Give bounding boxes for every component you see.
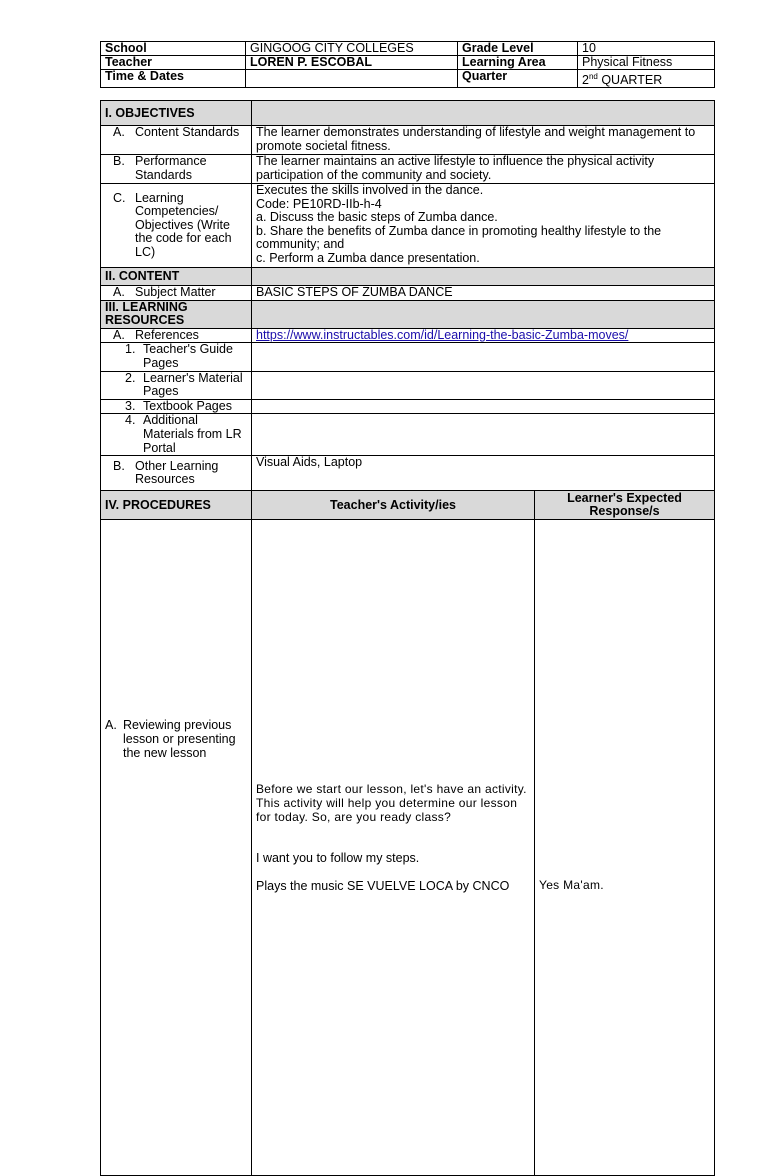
subject-matter-letter: A. <box>113 285 125 299</box>
additional-materials-label: 4. Additional Materials from LR Portal <box>101 414 252 456</box>
school-value: GINGOOG CITY COLLEGES <box>246 42 458 56</box>
competency-line: Executes the skills involved in the dance. <box>256 183 484 197</box>
objectives-heading: I. OBJECTIVES <box>101 101 252 126</box>
area-label: Learning Area <box>458 56 578 70</box>
content-heading-fill <box>252 268 715 286</box>
competency-line: Code: PE10RD-IIb-h-4 <box>256 196 382 211</box>
area-value: Physical Fitness <box>578 56 715 70</box>
quarter-rest: QUARTER <box>597 73 663 88</box>
learner-response-header: Learner's Expected Response/s <box>535 491 715 520</box>
learners-material-label: 2. Learner's Material Pages <box>101 371 252 399</box>
teacher-activity-cell <box>252 520 535 1176</box>
competency-line: c. Perform a Zumba dance presentation. <box>256 250 480 265</box>
performance-standards-label: B. Performance Standards <box>101 155 252 184</box>
lesson-plan-table <box>100 100 715 1176</box>
time-label: Time & Dates <box>101 70 246 88</box>
quarter-num: 2 <box>582 73 589 88</box>
time-value <box>246 70 458 88</box>
learning-resources-heading: III. LEARNING RESOURCES <box>101 300 252 328</box>
quarter-value <box>578 70 715 88</box>
teacher-prompt: Before we start our lesson, let's have an activity. This activity will help you determine our lesson for today. So, are you ready class? <box>256 782 527 824</box>
textbook-value <box>252 399 715 414</box>
content-standards-value: The learner demonstrates understanding of lifestyle and weight management to promote societal fitness. <box>252 126 715 155</box>
grade-label: Grade Level <box>458 42 578 56</box>
teacher-instruction: I want you to follow my steps. <box>256 851 420 866</box>
references-label: A. References <box>101 328 252 343</box>
references-value <box>252 328 715 343</box>
teacher-label: Teacher <box>101 56 246 70</box>
objectives-heading-fill <box>252 101 715 126</box>
header-table <box>100 41 715 88</box>
competencies-label: C. Learning Competencies/ Objectives (Write the code for each LC) <box>101 184 252 268</box>
grade-value: 10 <box>578 42 715 56</box>
teacher-music: Plays the music SE VUELVE LOCA by CNCO <box>256 878 510 893</box>
content-standards-label: A. Content Standards <box>101 126 252 155</box>
procedures-heading: IV. PROCEDURES <box>101 491 252 520</box>
competency-line: a. Discuss the basic steps of Zumba dance. <box>256 210 498 225</box>
school-label: School <box>101 42 246 56</box>
textbook-label: 3. Textbook Pages <box>101 399 252 414</box>
competency-line: b. Share the benefits of Zumba dance in promoting healthy lifestyle to the community; and <box>256 223 662 252</box>
additional-materials-value <box>252 414 715 456</box>
learner-response: Yes Ma'am. <box>539 878 604 893</box>
content-heading: II. CONTENT <box>101 268 252 286</box>
competencies-letter: C. <box>113 190 126 205</box>
reviewing-step-label: A. Reviewing previous lesson or presenting the new lesson <box>101 520 252 1176</box>
competencies-value <box>252 184 715 268</box>
reviewing-step-letter: A. <box>105 718 117 733</box>
references-link[interactable]: https://www.instructables.com/id/Learning-the-basic-Zumba-moves/ <box>256 327 629 342</box>
performance-standards-letter: B. <box>113 154 125 168</box>
quarter-label: Quarter <box>458 70 578 88</box>
quarter-sup: nd <box>588 72 598 81</box>
performance-standards-value: The learner maintains an active lifestyle to influence the physical activity participation of the community and society. <box>252 155 715 184</box>
teacher-activity-header: Teacher's Activity/ies <box>252 491 535 520</box>
other-resources-letter: B. <box>113 458 125 473</box>
learning-resources-heading-fill <box>252 300 715 328</box>
content-standards-letter: A. <box>113 125 125 139</box>
other-resources-label: B. Other Learning Resources <box>101 456 252 491</box>
teacher-value: LOREN P. ESCOBAL <box>246 56 458 70</box>
learner-response-cell <box>535 520 715 1176</box>
other-resources-value: Visual Aids, Laptop <box>252 456 715 491</box>
teachers-guide-label: 1. Teacher's Guide Pages <box>101 343 252 371</box>
teachers-guide-value <box>252 343 715 371</box>
subject-matter-label: A. Subject Matter <box>101 286 252 301</box>
references-letter: A. <box>113 327 125 342</box>
subject-matter-value: BASIC STEPS OF ZUMBA DANCE <box>252 286 715 301</box>
learners-material-value <box>252 371 715 399</box>
